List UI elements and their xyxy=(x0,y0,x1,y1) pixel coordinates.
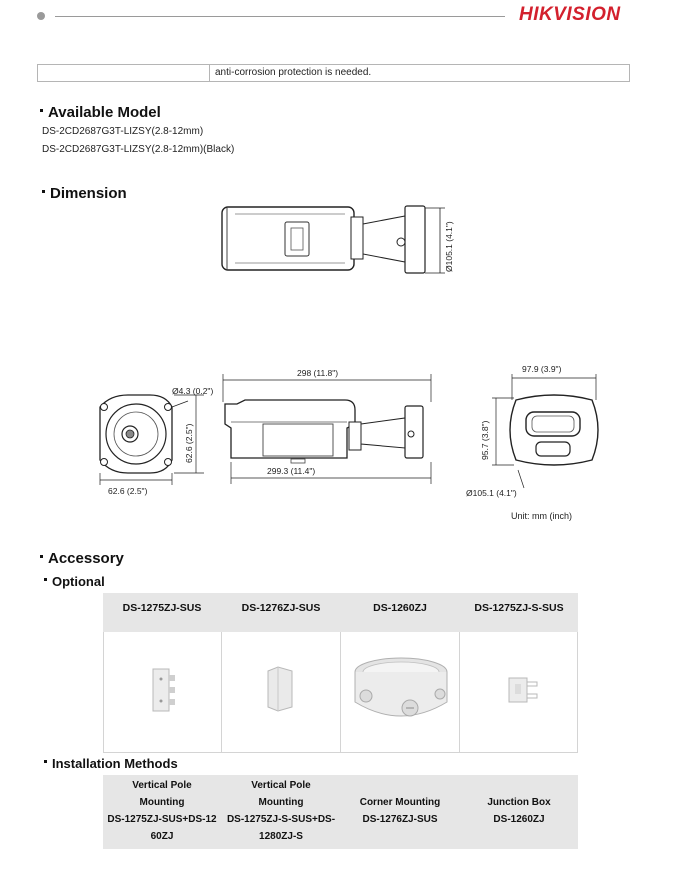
spec-table-continuation xyxy=(37,64,630,82)
camera-side-view-drawing xyxy=(215,362,445,497)
top-view-diameter-label: Ø105.1 (4.1") xyxy=(444,221,454,272)
installation-method: Corner Mounting DS-1276ZJ-SUS xyxy=(359,797,441,825)
installation-methods-heading: Installation Methods xyxy=(44,756,178,771)
bullet-icon xyxy=(44,760,47,763)
camera-base-view-drawing xyxy=(88,385,228,500)
front-width-label: 97.9 (3.9") xyxy=(522,364,562,374)
header-rule xyxy=(55,16,505,17)
bullet-icon xyxy=(42,190,45,193)
base-width-label: 62.6 (2.5") xyxy=(108,486,148,496)
accessory-name: DS-1276ZJ-SUS xyxy=(241,602,321,614)
installation-method: Vertical Pole Mounting DS-1275ZJ-SUS+DS-12 60ZJ xyxy=(107,780,217,842)
accessory-name: DS-1275ZJ-S-SUS xyxy=(474,602,564,614)
installation-method: Junction Box DS-1260ZJ xyxy=(487,797,551,825)
available-model-heading: Available Model xyxy=(40,104,161,121)
base-height-label: 62.6 (2.5") xyxy=(184,423,194,463)
junction-box-image xyxy=(346,650,456,730)
accessory-name: DS-1275ZJ-SUS xyxy=(122,602,202,614)
table-divider xyxy=(221,632,222,752)
pole-mount-clamp-image xyxy=(503,672,543,708)
table-divider xyxy=(209,65,210,81)
camera-top-view-drawing xyxy=(215,200,455,280)
optional-heading: Optional xyxy=(44,574,105,589)
model-item: DS-2CD2687G3T-LIZSY(2.8-12mm)(Black) xyxy=(42,144,235,155)
camera-front-view-drawing xyxy=(466,360,606,500)
pole-mount-bracket-image xyxy=(145,665,181,715)
accessory-name: DS-1260ZJ xyxy=(373,602,427,614)
corner-mount-bracket-image xyxy=(262,663,298,713)
installation-method: Vertical Pole Mounting DS-1275ZJ-S-SUS+DS- 1280ZJ-S xyxy=(226,780,336,842)
brand-logo: HIKVISION xyxy=(519,4,621,25)
header-dot xyxy=(37,12,45,20)
model-item: DS-2CD2687G3T-LIZSY(2.8-12mm) xyxy=(42,126,204,137)
length-bottom-label: 299.3 (11.4") xyxy=(267,466,316,476)
unit-note: Unit: mm (inch) xyxy=(511,511,573,521)
table-divider xyxy=(103,632,104,752)
table-divider xyxy=(459,632,460,752)
table-divider xyxy=(577,632,578,752)
screw-diameter-label: Ø4.3 (0.2") xyxy=(172,386,214,396)
bullet-icon xyxy=(40,555,43,558)
bullet-icon xyxy=(40,109,43,112)
accessory-heading: Accessory xyxy=(40,550,124,567)
front-height-label: 95.7 (3.8") xyxy=(480,420,490,460)
table-divider xyxy=(103,752,578,753)
spec-note: anti-corrosion protection is needed. xyxy=(215,67,372,78)
length-top-label: 298 (11.8") xyxy=(297,368,339,378)
table-divider xyxy=(340,632,341,752)
dimension-heading: Dimension xyxy=(42,185,127,202)
front-diameter-label: Ø105.1 (4.1") xyxy=(466,488,517,498)
bullet-icon xyxy=(44,578,47,581)
